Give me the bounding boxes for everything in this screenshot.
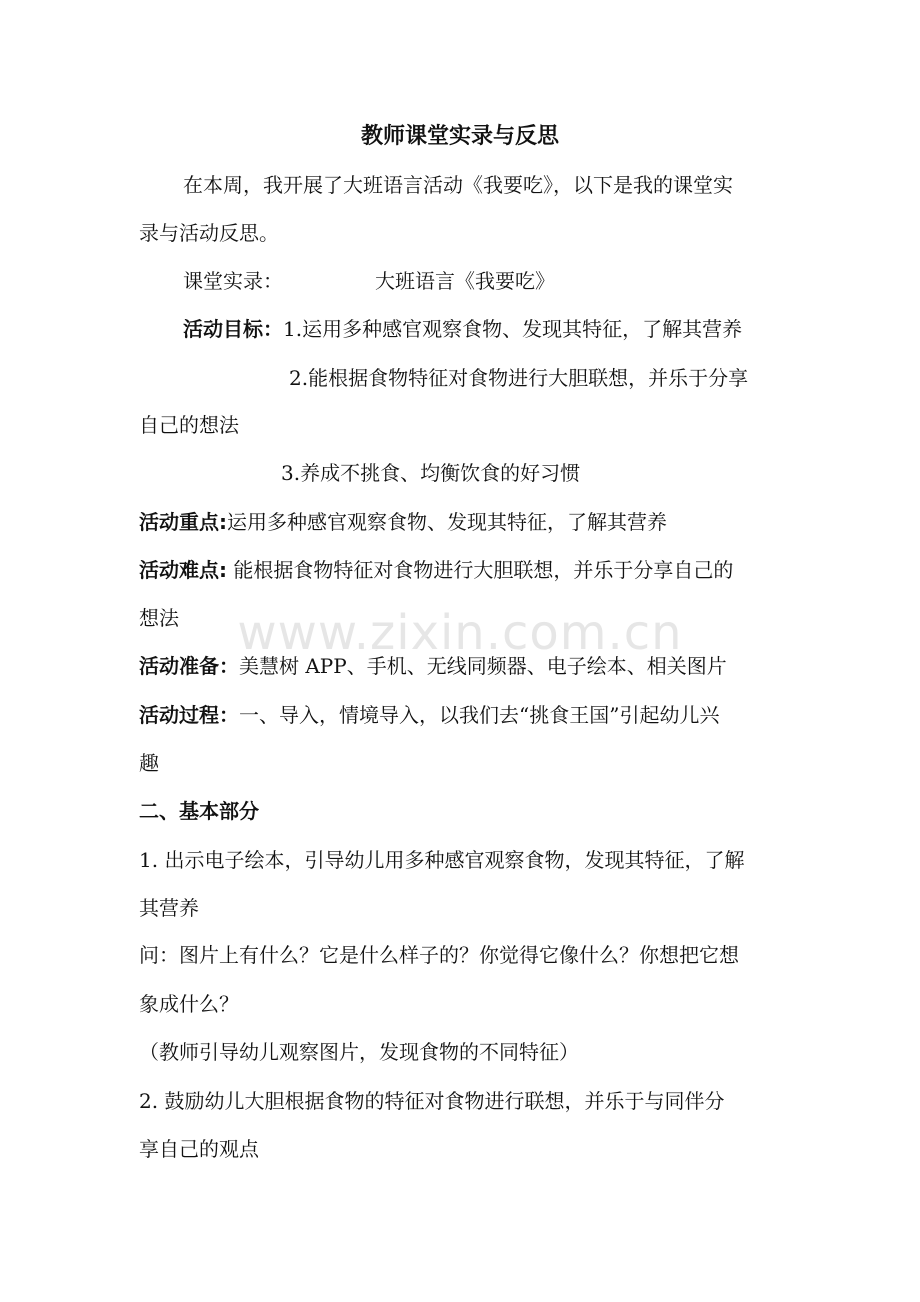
process-row [139, 703, 719, 727]
difficulty-line-2: 想法 [139, 606, 179, 630]
step-2-line-2: 享自己的观点 [139, 1137, 259, 1161]
goals-label: 活动目标： [183, 317, 283, 341]
record-value: 大班语言《我要吃》 [375, 269, 555, 293]
goal-2-line-2: 自己的想法 [139, 413, 239, 437]
difficulty-line-1: 能根据食物特征对食物进行大胆联想，并乐于分享自己的 [227, 558, 734, 582]
process-label: 活动过程： [139, 703, 239, 727]
document-title: 教师课堂实录与反思 [360, 124, 559, 149]
step-1-line-2: 其营养 [139, 896, 199, 920]
focus-value: 运用多种感官观察食物、发现其特征，了解其营养 [227, 510, 667, 534]
focus-row [139, 510, 667, 534]
process-line-1: 一、导入，情境导入，以我们去“挑食王国”引起幼儿兴 [239, 703, 720, 727]
goals-row [183, 317, 742, 341]
section-2-heading: 二、基本部分 [139, 799, 259, 823]
prep-label: 活动准备： [139, 654, 239, 678]
goal-1: 1.运用多种感官观察食物、发现其特征，了解其营养 [283, 317, 743, 341]
difficulty-label: 活动难点: [139, 558, 227, 582]
record-row [183, 269, 555, 293]
question-line-1: 问：图片上有什么？它是什么样子的？你觉得它像什么？你想把它想 [139, 943, 739, 967]
prep-row [139, 654, 727, 678]
goal-3: 3.养成不挑食、均衡饮食的好习惯 [281, 461, 581, 485]
focus-label: 活动重点: [139, 510, 227, 534]
step-1-line-1: 1. 出示电子绘本，引导幼儿用多种感官观察食物，发现其特征，了解 [139, 848, 745, 872]
prep-value: 美慧树 APP、手机、无线同频器、电子绘本、相关图片 [239, 654, 727, 678]
difficulty-row [139, 558, 733, 582]
question-line-2: 象成什么？ [139, 992, 239, 1016]
intro-line-1: 在本周，我开展了大班语言活动《我要吃》，以下是我的课堂实 [183, 173, 733, 197]
teacher-note: （教师引导幼儿观察图片，发现食物的不同特征） [139, 1040, 579, 1064]
process-line-2: 趣 [139, 751, 159, 775]
intro-line-2: 录与活动反思。 [139, 221, 279, 245]
watermark-text: www.zixin.com.cn [237, 605, 683, 661]
goal-2-line-1: 2.能根据食物特征对食物进行大胆联想，并乐于分享 [289, 366, 749, 390]
step-2-line-1: 2. 鼓励幼儿大胆根据食物的特征对食物进行联想，并乐于与同伴分 [139, 1089, 725, 1113]
record-label: 课堂实录： [183, 269, 283, 293]
